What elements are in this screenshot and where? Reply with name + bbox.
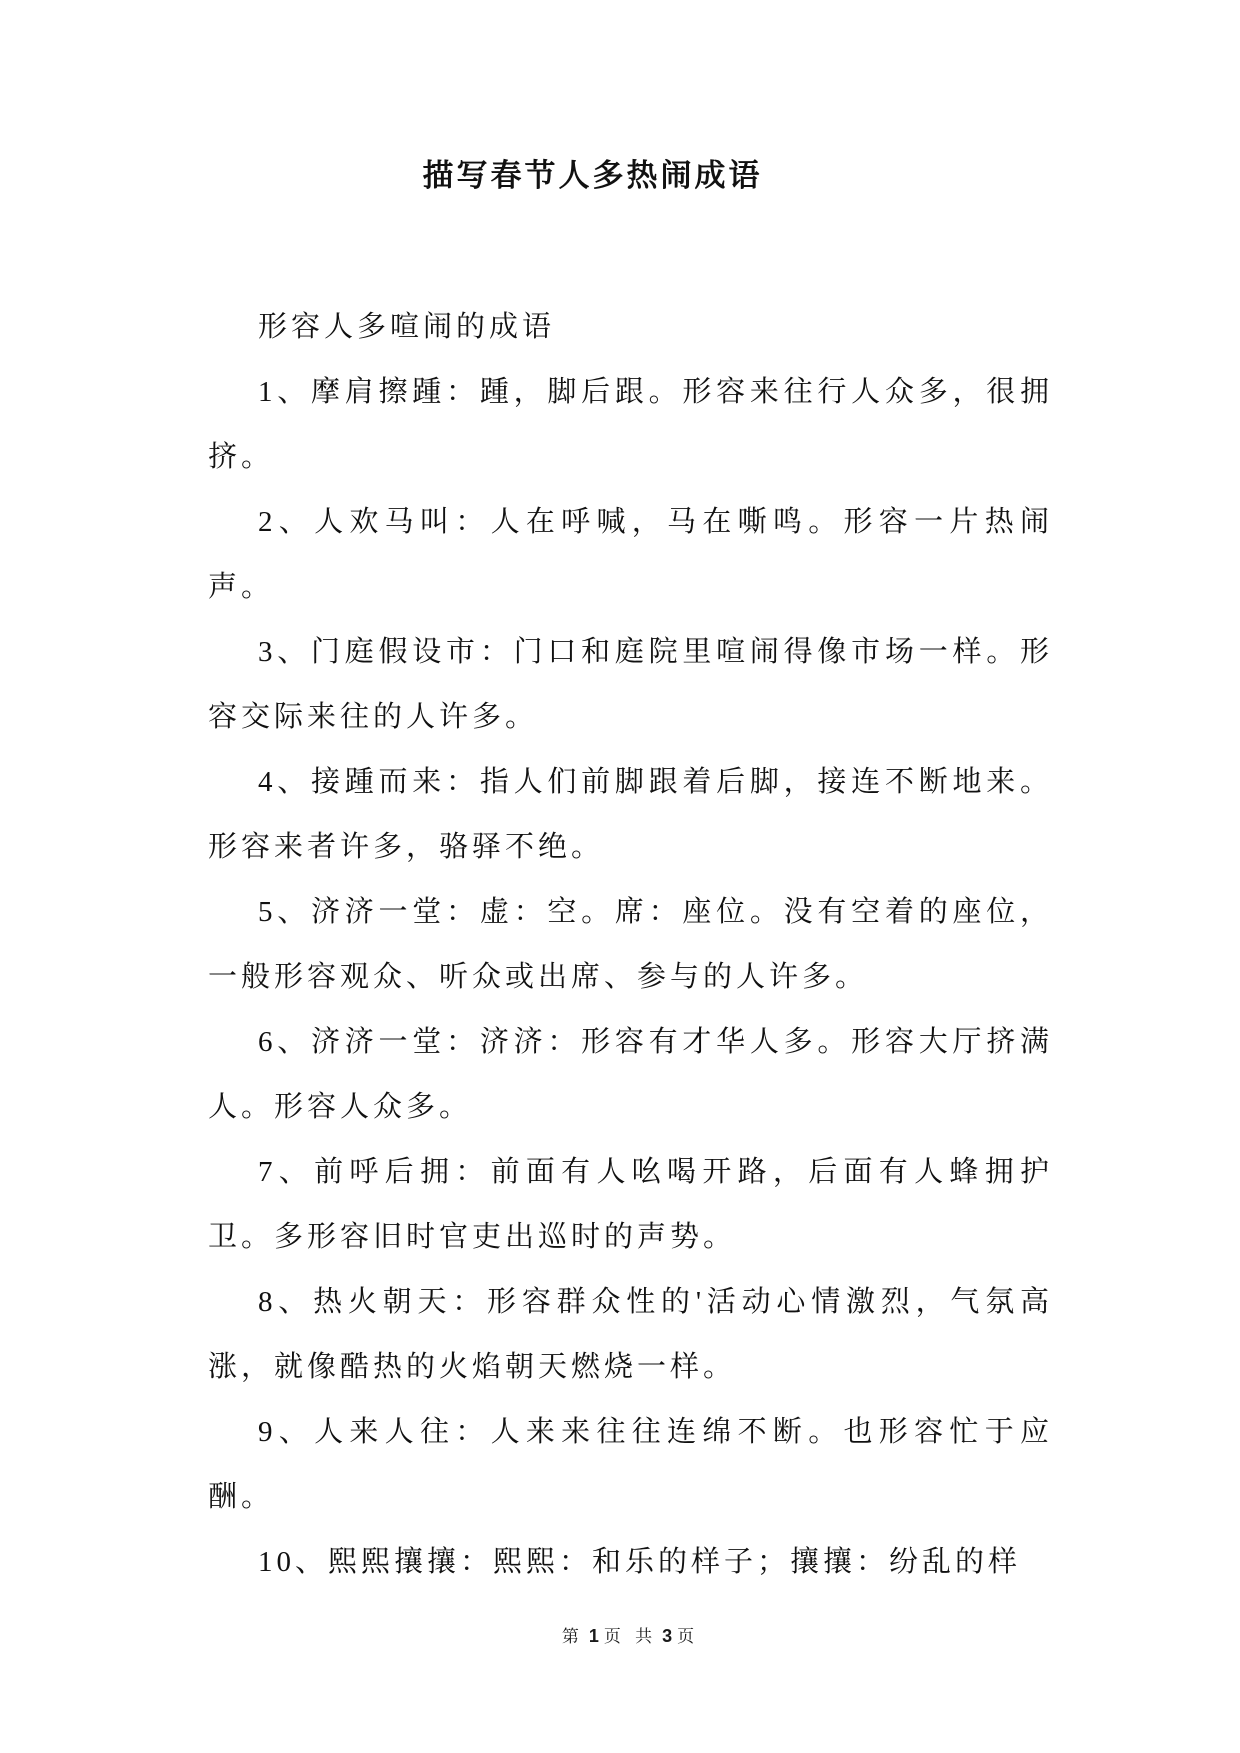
- text-line: 形容来者许多，骆驿不绝。: [208, 831, 605, 863]
- text-line: 5、济济一堂：虚：空。席：座位。没有空着的座位，: [258, 896, 1053, 928]
- text-line: 9、人来人往：人来来往往连绵不断。也形容忙于应: [258, 1416, 1053, 1448]
- footer-page-number: 1: [588, 1626, 599, 1646]
- text-line: 挤。: [208, 441, 275, 473]
- footer-label-middle: 页 共: [603, 1627, 658, 1646]
- text-line: 10、熙熙攘攘：熙熙：和乐的样子；攘攘：纷乱的样: [258, 1546, 1022, 1578]
- footer-total-pages: 3: [662, 1626, 673, 1646]
- text-line: 容交际来往的人许多。: [208, 701, 539, 733]
- text-line: 1、摩肩擦踵：踵，脚后跟。形容来往行人众多，很拥: [258, 376, 1053, 408]
- footer-label-prefix: 第: [561, 1627, 584, 1646]
- text-line: 3、门庭假设市：门口和庭院里喧闹得像市场一样。形: [258, 636, 1053, 668]
- text-line: 涨，就像酷热的火焰朝天燃烧一样。: [208, 1351, 737, 1383]
- text-line: 一般形容观众、听众或出席、参与的人许多。: [208, 961, 869, 993]
- text-line: 7、前呼后拥：前面有人吆喝开路，后面有人蜂拥护: [258, 1156, 1053, 1188]
- footer-label-suffix: 页: [677, 1627, 700, 1646]
- text-line: 6、济济一堂：济济：形容有才华人多。形容大厅挤满: [258, 1026, 1053, 1058]
- text-line: 卫。多形容旧时官吏出巡时的声势。: [208, 1221, 737, 1253]
- text-line: 声。: [208, 571, 275, 603]
- document-body: [208, 295, 1053, 1595]
- page-footer: [208, 1622, 1053, 1647]
- text-line: 形容人多喧闹的成语: [258, 311, 556, 343]
- text-line: 4、接踵而来：指人们前脚跟着后脚，接连不断地来。: [258, 766, 1053, 798]
- text-line: 酬。: [208, 1481, 275, 1513]
- page-title: 描写春节人多热闹成语: [422, 158, 763, 193]
- text-line: 8、热火朝天：形容群众性的'活动心情激烈，气氛高: [258, 1286, 1053, 1318]
- text-line: 2、人欢马叫：人在呼喊，马在嘶鸣。形容一片热闹: [258, 506, 1053, 538]
- text-line: 人。形容人众多。: [208, 1091, 473, 1123]
